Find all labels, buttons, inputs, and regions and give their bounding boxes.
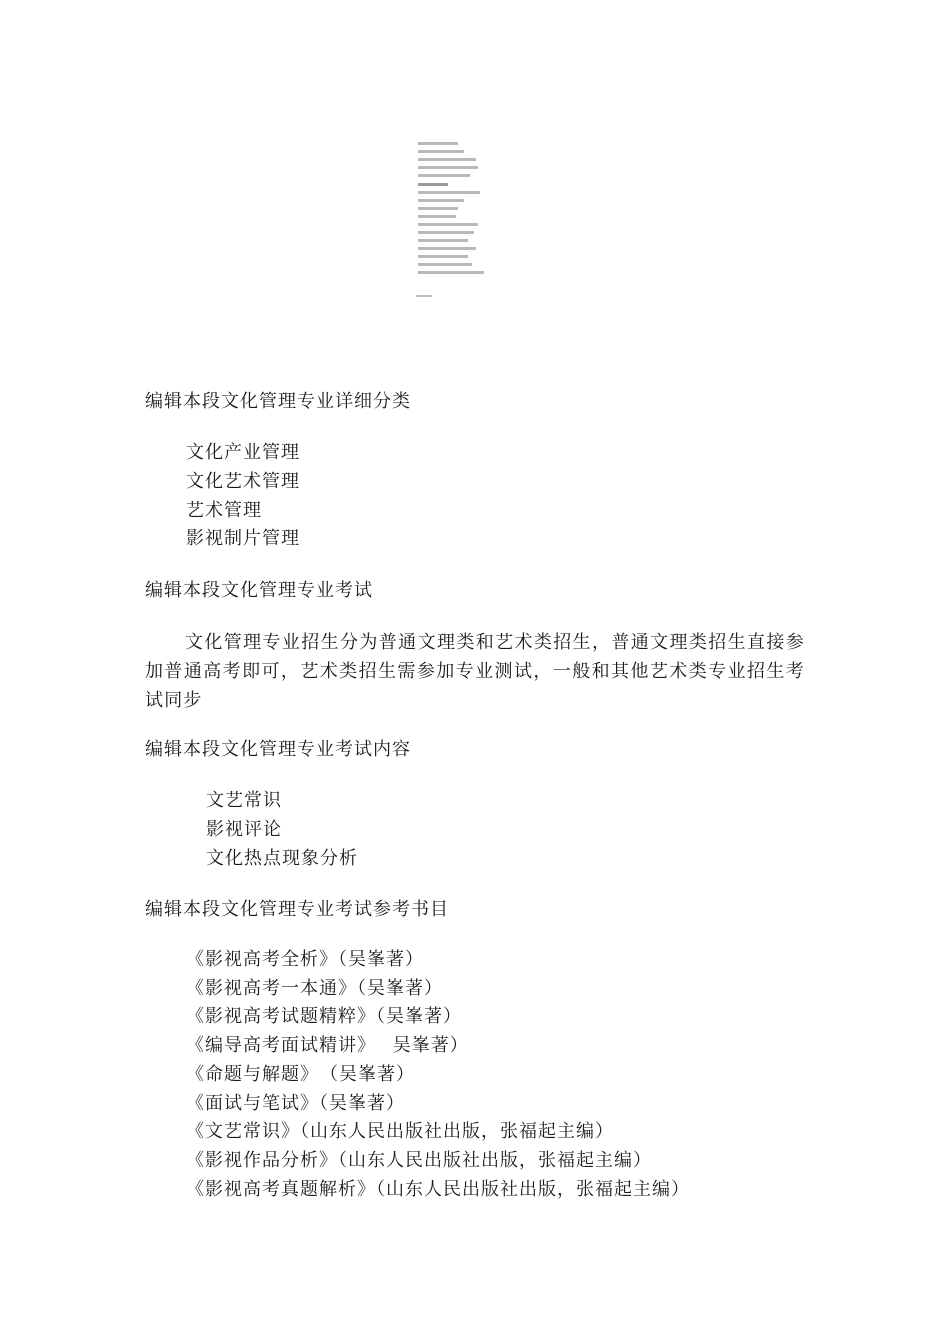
exam-paragraph: 文化管理专业招生分为普通文理类和艺术类招生，普通文理类招生直接参加普通高考即可，艺术类招生需参加专业测试，一般和其他艺术类专业招生考试同步 bbox=[145, 632, 805, 711]
book-item: 《影视高考试题精粹》（吴峯著） bbox=[186, 1006, 462, 1027]
list-item: 文化产业管理 bbox=[186, 442, 300, 463]
embedded-scan-image bbox=[418, 142, 496, 264]
section-heading-reference-books: 编辑本段文化管理专业考试参考书目 bbox=[145, 899, 449, 920]
book-item: 《面试与笔试》（吴峯著） bbox=[186, 1093, 405, 1114]
list-item: 文艺常识 bbox=[206, 790, 282, 811]
page-number-mark bbox=[416, 295, 432, 297]
section-heading-exam-content: 编辑本段文化管理专业考试内容 bbox=[145, 739, 411, 760]
book-item: 《编导高考面试精讲》 吴峯著） bbox=[186, 1035, 469, 1056]
book-item: 《影视高考全析》（吴峯著） bbox=[186, 949, 424, 970]
list-item: 艺术管理 bbox=[186, 500, 262, 521]
list-item: 文化艺术管理 bbox=[186, 471, 300, 492]
book-item: 《影视高考一本通》（吴峯著） bbox=[186, 978, 443, 999]
section-heading-exam: 编辑本段文化管理专业考试 bbox=[145, 580, 373, 601]
book-item: 《文艺常识》（山东人民出版社出版，张福起主编） bbox=[186, 1121, 614, 1142]
book-item: 《命题与解题》 （吴峯著） bbox=[186, 1064, 415, 1085]
section-heading-classification: 编辑本段文化管理专业详细分类 bbox=[145, 391, 411, 412]
list-item: 影视评论 bbox=[206, 819, 282, 840]
list-item: 文化热点现象分析 bbox=[206, 848, 358, 869]
book-item: 《影视作品分析》（山东人民出版社出版，张福起主编） bbox=[186, 1150, 652, 1171]
list-item: 影视制片管理 bbox=[186, 528, 300, 549]
book-item: 《影视高考真题解析》（山东人民出版社出版，张福起主编） bbox=[186, 1179, 690, 1200]
